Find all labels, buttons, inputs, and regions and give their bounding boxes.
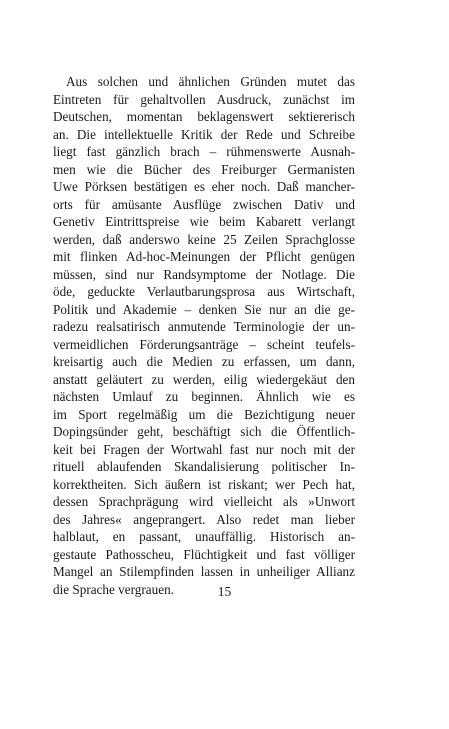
text-line: men wie die Bücher des Freiburger Germanisten <box>53 161 355 177</box>
text-line: gestaute Pathosscheu, Flüchtigkeit und fast völliger <box>53 546 355 562</box>
text-line: an. Die intellektuelle Kritik der Rede und Schreibe <box>53 126 355 142</box>
text-line: mit flinken Ad-hoc-Meinungen der Pflicht genügen <box>53 249 355 265</box>
text-line: Eintreten für gehaltvollen Ausdruck, zunächst im <box>53 91 355 107</box>
text-line: dessen Sprachprägung wird vielleicht als »Unwort <box>53 494 355 510</box>
text-line: Aus solchen und ähnlichen Gründen mutet das <box>66 74 355 89</box>
page-number: 15 <box>217 584 232 599</box>
text-line: Mangel an Stilempfinden lassen in unheiliger Allianz <box>53 564 355 580</box>
text-line: anstatt geläutert zu werden, eilig wiedergekäut den <box>53 371 355 387</box>
text-line: keit bei Fragen der Wortwahl fast nur noch mit der <box>53 441 355 457</box>
text-line: müssen, sind nur Randsymptome der Notlage. Die <box>53 266 355 282</box>
text-line: kreisartig auch die Medien zu erfassen, um dann, <box>53 354 355 370</box>
text-line: die Sprache vergrauen. <box>53 581 174 597</box>
text-line: Genetiv Eintrittspreise wie beim Kabarett verlangt <box>53 214 355 230</box>
text-line: Politik und Akademie – denken Sie nur an die ge- <box>53 301 355 317</box>
text-line: radezu realsatirisch anmutende Terminologie der un- <box>53 319 355 335</box>
text-line: rituell ablaufenden Skandalisierung politischer In- <box>53 459 355 475</box>
text-line: liegt fast gänzlich brach – rühmenswerte Ausnah- <box>53 144 355 160</box>
text-line: öde, geduckte Verlautbarungsprosa aus Wirtschaft, <box>53 284 355 300</box>
paragraph <box>53 73 355 598</box>
text-line: des Jahres« angeprangert. Also redet man lieber <box>53 511 355 527</box>
text-line: vermeidlichen Förderungsanträge – scheint teufels- <box>53 336 355 352</box>
text-line: Uwe Pörksen bestätigen es eher noch. Daß mancher- <box>53 179 355 195</box>
text-line: im Sport regelmäßig um die Bezichtigung neuer <box>53 406 355 422</box>
text-line: halblaut, en passant, unauffällig. Historisch an- <box>53 529 355 545</box>
text-line: Deutschen, momentan beklagenswert sektiererisch <box>53 109 355 125</box>
text-line: nächsten Umlauf zu beginnen. Ähnlich wie es <box>53 389 355 405</box>
text-line: Dopingsünder geht, beschäftigt sich die Öffentlich- <box>53 424 355 440</box>
text-line: werden, daß anderswo keine 25 Zeilen Sprachglosse <box>53 231 355 247</box>
text-line: orts für amüsante Ausflüge zwischen Dativ und <box>53 196 355 212</box>
text-line: korrektheiten. Sich äußern ist riskant; wer Pech hat, <box>53 476 355 492</box>
